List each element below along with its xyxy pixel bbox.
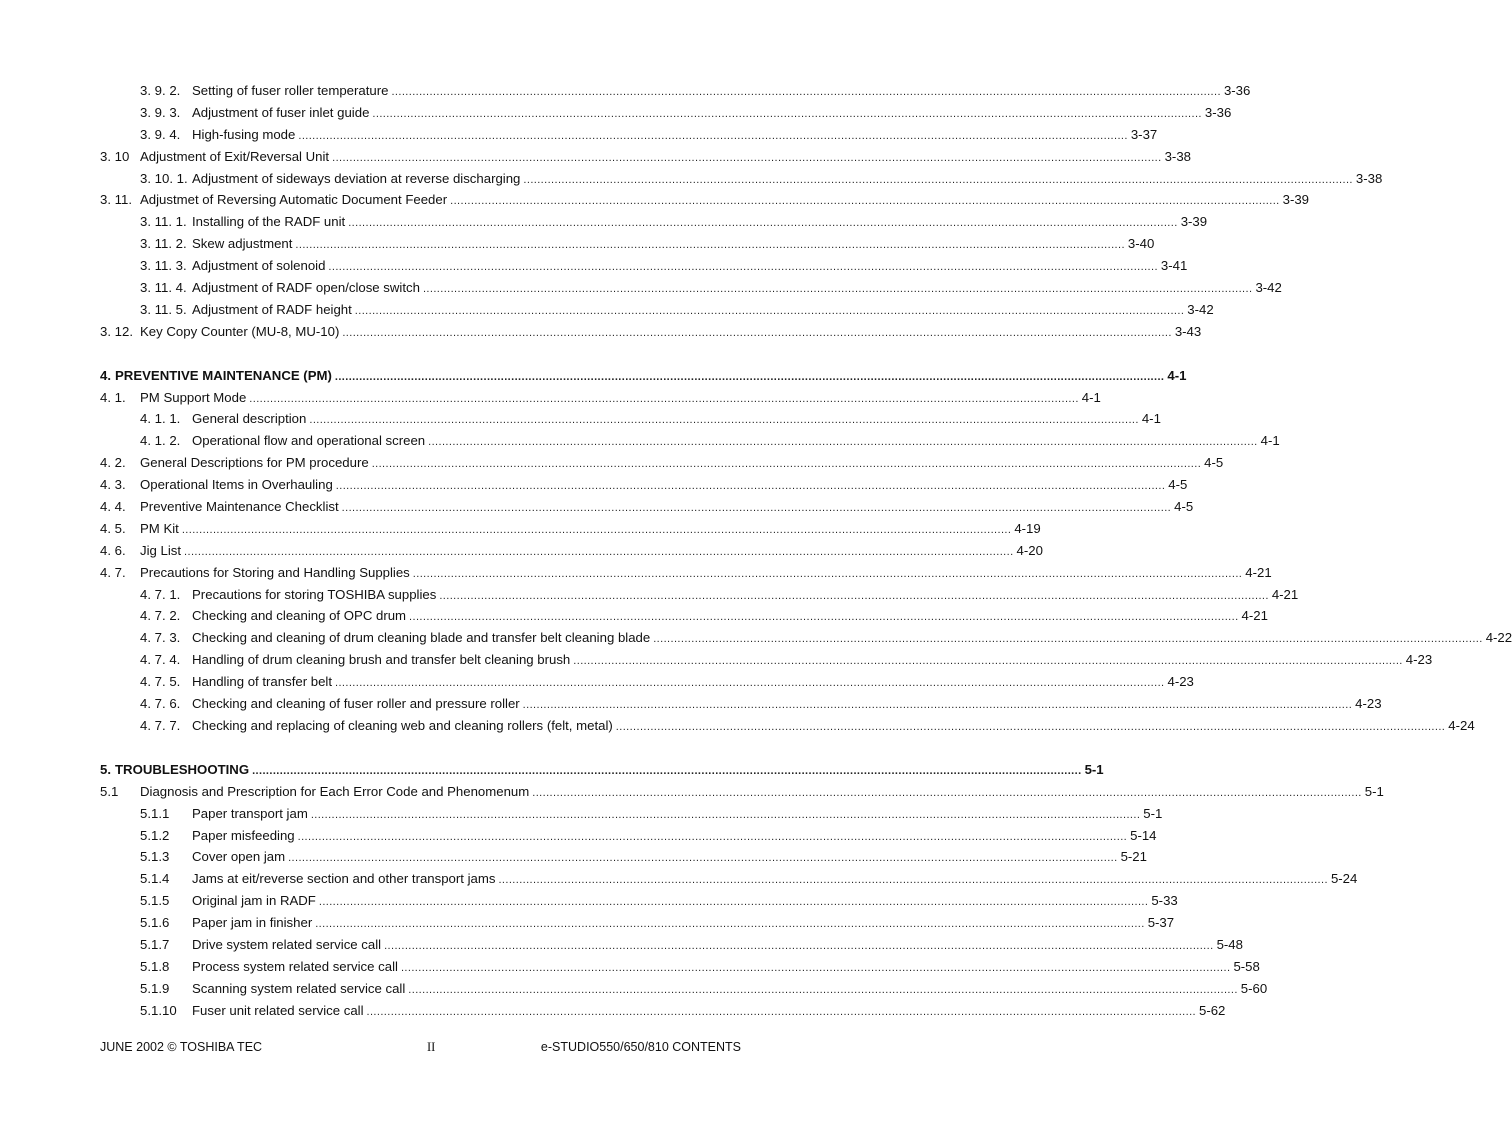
- dot-leader: [439, 586, 1268, 608]
- toc-entry-title: Precautions for Storing and Handling Supplies: [140, 564, 410, 580]
- toc-entry[interactable]: [100, 890, 1178, 912]
- toc-page-number: 5-1: [1364, 783, 1384, 799]
- dot-leader: [335, 367, 1164, 389]
- toc-page-number: 3-42: [1255, 280, 1282, 296]
- toc-entry[interactable]: [100, 277, 1282, 299]
- toc-entry-number: 3. 11. 3.: [140, 258, 187, 274]
- dot-leader: [372, 454, 1201, 476]
- toc-entry-number: 4. 1. 2.: [140, 433, 181, 449]
- toc-page-number: 5-24: [1330, 871, 1358, 887]
- toc-entry[interactable]: [100, 627, 1512, 649]
- toc-entry-number: 3. 11. 1.: [140, 214, 187, 230]
- toc-entry-title: Setting of fuser roller temperature: [192, 83, 389, 98]
- dot-leader: [372, 104, 1201, 126]
- dot-leader: [295, 235, 1124, 257]
- dot-leader: [311, 805, 1140, 827]
- toc-entry[interactable]: [100, 255, 1188, 277]
- dot-leader: [409, 607, 1238, 629]
- dot-leader: [653, 629, 1482, 651]
- toc-page-number: 4-19: [1014, 520, 1041, 536]
- toc-entry[interactable]: [100, 496, 1194, 518]
- toc-entry-title: Adjustment of RADF open/close switch: [192, 280, 420, 296]
- dot-leader: [328, 257, 1157, 279]
- toc-entry[interactable]: [100, 408, 1161, 430]
- dot-leader: [616, 717, 1445, 739]
- toc-entry[interactable]: [100, 211, 1208, 233]
- dot-leader: [450, 191, 1279, 213]
- toc-page-number: 4-5: [1204, 455, 1224, 471]
- toc-page-number: 5-58: [1233, 958, 1260, 974]
- toc-entry-number: 4. 1. 1.: [140, 411, 181, 427]
- toc-entry[interactable]: [100, 168, 1383, 190]
- toc-entry-number: 4. 7. 5.: [140, 674, 181, 690]
- toc-entry-number: 3. 11. 5.: [140, 301, 187, 317]
- toc-page-number: 4-1: [1141, 411, 1161, 427]
- dot-leader: [315, 914, 1144, 936]
- toc-entry-number: 5.1.3: [140, 849, 170, 865]
- dot-leader: [336, 476, 1165, 498]
- dot-leader: [573, 651, 1402, 673]
- dot-leader: [523, 170, 1352, 192]
- toc-entry-title: Jig List: [140, 542, 182, 558]
- toc-entry-title: Operational flow and operational screen: [192, 433, 426, 449]
- toc-entry-title: Paper transport jam: [192, 805, 308, 821]
- dot-leader: [249, 389, 1078, 411]
- dot-leader: [288, 848, 1117, 870]
- toc-entry-title: Fuser unit related service call: [192, 1002, 364, 1018]
- toc-page-number: 3-40: [1127, 236, 1155, 252]
- toc-page-number: 4-23: [1167, 674, 1194, 690]
- toc-chapter-title: TROUBLESHOOTING: [115, 761, 250, 777]
- toc-entry[interactable]: [100, 518, 1041, 540]
- toc-page-number: 4-21: [1271, 586, 1299, 602]
- toc-chapter-4[interactable]: [100, 365, 1187, 387]
- toc-chapter-5[interactable]: [100, 759, 1104, 781]
- toc-entry[interactable]: [100, 233, 1155, 255]
- dot-leader: [532, 783, 1361, 805]
- toc-entry[interactable]: [100, 671, 1194, 693]
- toc-entry-number: 3. 11. 2.: [140, 236, 187, 252]
- toc-entry[interactable]: [100, 693, 1382, 715]
- toc-entry-title: Checking and cleaning of drum cleaning blade and transfer belt cleaning blade: [192, 630, 651, 646]
- toc-group-chapter3: [100, 80, 1383, 343]
- toc-entry-title: Adjustment of RADF height: [192, 301, 352, 317]
- toc-entry-number: 5.1.10: [140, 1002, 177, 1018]
- toc-entry-title: Drive system related service call: [192, 936, 382, 952]
- dot-leader: [342, 323, 1171, 345]
- toc-entry[interactable]: [100, 146, 1191, 168]
- toc-entry[interactable]: [100, 846, 1147, 868]
- dot-leader: [367, 1002, 1196, 1024]
- dot-leader: [335, 673, 1164, 695]
- toc-page-number: 3-43: [1174, 323, 1202, 339]
- dot-leader: [413, 564, 1242, 586]
- toc-entry-title: Key Copy Counter (MU-8, MU-10): [140, 323, 340, 339]
- toc-entry-number: 5.1.2: [140, 827, 170, 843]
- toc-page-number: 5-14: [1130, 827, 1157, 843]
- toc-entry-number: 3. 10: [100, 148, 130, 164]
- toc-entry[interactable]: [100, 540, 1043, 562]
- toc-page-number: 3-38: [1164, 148, 1191, 164]
- dot-leader: [428, 432, 1257, 454]
- toc-page-number: 4-1: [1081, 389, 1101, 405]
- toc-page-number: 3-41: [1160, 258, 1188, 274]
- toc-entry-title: General description: [192, 411, 307, 427]
- toc-entry-number: 4. 7. 3.: [140, 630, 181, 646]
- footer-date-company: JUNE 2002 © TOSHIBA TEC: [100, 1040, 263, 1054]
- toc-entry[interactable]: [100, 562, 1272, 584]
- toc-page-number: 5-21: [1120, 849, 1147, 865]
- toc-entry-number: 4. 7. 1.: [140, 586, 181, 602]
- toc-entry-number: 3. 12.: [100, 323, 133, 339]
- dot-leader: [309, 410, 1138, 432]
- toc-page-number: 5-1: [1084, 761, 1104, 777]
- toc-entry-number: 3. 11. 4.: [140, 280, 187, 296]
- toc-entry[interactable]: [100, 189, 1310, 211]
- dot-leader: [523, 695, 1352, 717]
- toc-entry-number: 3. 9. 3.: [140, 104, 181, 120]
- toc-entry[interactable]: [100, 584, 1299, 606]
- toc-entry-number: 4. 1.: [100, 389, 126, 405]
- dot-leader: [401, 958, 1230, 980]
- toc-entry-number: 4. 6.: [100, 542, 126, 558]
- dot-leader: [342, 498, 1171, 520]
- toc-entry-title: Checking and replacing of cleaning web and cleaning rollers (felt, metal): [192, 717, 613, 733]
- toc-entry[interactable]: [100, 452, 1224, 474]
- dot-leader: [319, 892, 1148, 914]
- toc-entry[interactable]: [100, 387, 1101, 409]
- toc-entry[interactable]: [100, 124, 1158, 146]
- toc-page-number: 3-39: [1282, 192, 1310, 208]
- toc-entry-number: 4. 5.: [100, 520, 126, 536]
- toc-entry-title: PM Support Mode: [140, 389, 247, 405]
- toc-entry-title: Paper jam in finisher: [192, 915, 313, 931]
- toc-entry[interactable]: [100, 781, 1384, 803]
- toc-entry-number: 5.1: [100, 783, 119, 799]
- toc-entry-title: Paper misfeeding: [192, 827, 295, 843]
- toc-entry[interactable]: [100, 912, 1175, 934]
- toc-entry[interactable]: [100, 978, 1268, 1000]
- toc-chapter-number: 5.: [100, 761, 111, 777]
- toc-page-number: 5-33: [1151, 893, 1178, 909]
- dot-leader: [408, 980, 1237, 1002]
- toc-page-number: 3-37: [1130, 126, 1158, 142]
- toc-entry-number: 4. 7. 4.: [140, 652, 181, 668]
- toc-page-number: 4-5: [1168, 477, 1188, 493]
- dot-leader: [348, 213, 1177, 235]
- toc-entry-title: Preventive Maintenance Checklist: [140, 499, 339, 515]
- toc-entry-title: PM Kit: [140, 520, 179, 536]
- toc-entry-title: High-fusing mode: [192, 126, 296, 142]
- toc-entry-title: General Descriptions for PM procedure: [140, 455, 369, 471]
- toc-entry-title: Adjustment of solenoid: [192, 258, 326, 274]
- toc-page-number: 3-42: [1187, 301, 1214, 317]
- toc-entry-number: 4. 2.: [100, 455, 126, 471]
- page-footer: [100, 1040, 741, 1058]
- dot-leader: [498, 870, 1327, 892]
- toc-page-number: 4-22: [1485, 630, 1512, 646]
- toc-entry-title: Process system related service call: [192, 958, 398, 974]
- toc-entry-title: Diagnosis and Prescription for Each Error Code and Phenomenum: [140, 783, 530, 799]
- toc-entry-number: 4. 7.: [100, 564, 126, 580]
- toc-chapter-title: PREVENTIVE MAINTENANCE (PM): [115, 367, 332, 383]
- toc-chapter-number: 4.: [100, 367, 111, 383]
- toc-entry-title: Checking and cleaning of fuser roller and pressure roller: [192, 696, 520, 712]
- toc-page-number: 4-23: [1405, 652, 1433, 668]
- toc-page-number: 4-5: [1174, 499, 1194, 515]
- toc-page-number: 5-62: [1199, 1002, 1226, 1018]
- dot-leader: [332, 148, 1161, 170]
- footer-page-number: II: [427, 1040, 436, 1054]
- dot-leader: [355, 301, 1184, 323]
- dot-leader: [423, 279, 1252, 301]
- toc-entry[interactable]: [100, 715, 1475, 737]
- toc-entry-title: Jams at eit/reverse section and other transport jams: [192, 871, 496, 887]
- toc-entry-title: Installing of the RADF unit: [192, 214, 346, 230]
- toc-page-number: 3-36: [1223, 83, 1251, 98]
- dot-leader: [184, 542, 1013, 564]
- toc-entry-number: 5.1.1: [140, 805, 170, 821]
- toc-entry-title: Original jam in RADF: [192, 893, 316, 909]
- toc-entry[interactable]: [100, 474, 1188, 496]
- toc-entry-number: 4. 7. 7.: [140, 717, 181, 733]
- toc-entry[interactable]: [100, 649, 1433, 671]
- toc-entry-title: Adjustment of sideways deviation at reverse discharging: [192, 170, 521, 186]
- table-of-contents: [100, 80, 1512, 1022]
- toc-group-chapter4: [100, 387, 1512, 737]
- toc-entry-title: Scanning system related service call: [192, 980, 406, 996]
- toc-entry-number: 5.1.7: [140, 936, 170, 952]
- toc-entry-number: 4. 3.: [100, 477, 126, 493]
- toc-page-number: 3-36: [1204, 104, 1232, 120]
- toc-entry-title: Cover open jam: [192, 849, 286, 865]
- toc-entry-number: 5.1.4: [140, 871, 170, 887]
- toc-group-chapter5: [100, 781, 1384, 1022]
- toc-page-number: 5-48: [1216, 936, 1243, 952]
- toc-entry-number: 5.1.5: [140, 893, 170, 909]
- dot-leader: [182, 520, 1011, 542]
- toc-entry-number: 3. 10. 1.: [140, 170, 188, 186]
- toc-page-number: 4-23: [1355, 696, 1382, 712]
- toc-entry-title: Handling of drum cleaning brush and transfer belt cleaning brush: [192, 652, 571, 668]
- toc-entry-number: 4. 4.: [100, 499, 126, 515]
- toc-page-number: 3-39: [1180, 214, 1208, 230]
- dot-leader: [252, 761, 1081, 783]
- toc-entry-number: 3. 9. 4.: [140, 126, 181, 142]
- toc-entry-title: Adjustment of fuser inlet guide: [192, 104, 370, 120]
- toc-page-number: 5-60: [1240, 980, 1268, 996]
- toc-page-number: 4-20: [1016, 542, 1043, 558]
- toc-entry[interactable]: [100, 605, 1268, 627]
- toc-page-number: 5-37: [1147, 915, 1175, 931]
- dot-leader: [391, 82, 1220, 104]
- toc-entry-title: Precautions for storing TOSHIBA supplies: [192, 586, 437, 602]
- toc-entry-number: 5.1.8: [140, 958, 170, 974]
- toc-entry-number: 3. 11.: [100, 192, 133, 208]
- toc-page-number: 4-1: [1260, 433, 1280, 449]
- toc-entry[interactable]: [100, 803, 1163, 825]
- toc-page-number: 3-38: [1355, 170, 1383, 186]
- dot-leader: [384, 936, 1213, 958]
- toc-entry-title: Skew adjustment: [192, 236, 293, 252]
- toc-entry[interactable]: [100, 825, 1157, 847]
- toc-entry[interactable]: [100, 80, 1251, 102]
- toc-page-number: 4-21: [1245, 564, 1272, 580]
- footer-document-title: e-STUDIO550/650/810 CONTENTS: [540, 1040, 741, 1054]
- toc-entry-title: Operational Items in Overhauling: [140, 477, 333, 493]
- toc-entry-number: 5.1.6: [140, 915, 170, 931]
- toc-page-number: 4-21: [1241, 608, 1268, 624]
- toc-entry[interactable]: [100, 102, 1232, 124]
- toc-entry[interactable]: [100, 299, 1214, 321]
- toc-entry-number: 5.1.9: [140, 980, 170, 996]
- toc-page-number: 5-1: [1143, 805, 1163, 821]
- toc-entry-number: 4. 7. 2.: [140, 608, 181, 624]
- toc-entry-title: Handling of transfer belt: [192, 674, 333, 690]
- toc-entry[interactable]: [100, 321, 1202, 343]
- toc-entry[interactable]: [100, 430, 1280, 452]
- toc-entry-title: Adjustmet of Reversing Automatic Document Feeder: [140, 192, 448, 208]
- toc-entry[interactable]: [100, 1000, 1226, 1022]
- toc-entry-title: Adjustment of Exit/Reversal Unit: [140, 148, 330, 164]
- toc-page-number: 4-1: [1167, 367, 1187, 383]
- dot-leader: [298, 126, 1127, 148]
- toc-entry[interactable]: [100, 956, 1260, 978]
- toc-entry[interactable]: [100, 868, 1358, 890]
- toc-entry-number: 4. 7. 6.: [140, 696, 181, 712]
- toc-page-number: 4-24: [1448, 717, 1475, 733]
- toc-entry-number: 3. 9. 2.: [140, 83, 181, 98]
- toc-entry[interactable]: [100, 934, 1243, 956]
- dot-leader: [298, 827, 1127, 849]
- toc-entry-title: Checking and cleaning of OPC drum: [192, 608, 407, 624]
